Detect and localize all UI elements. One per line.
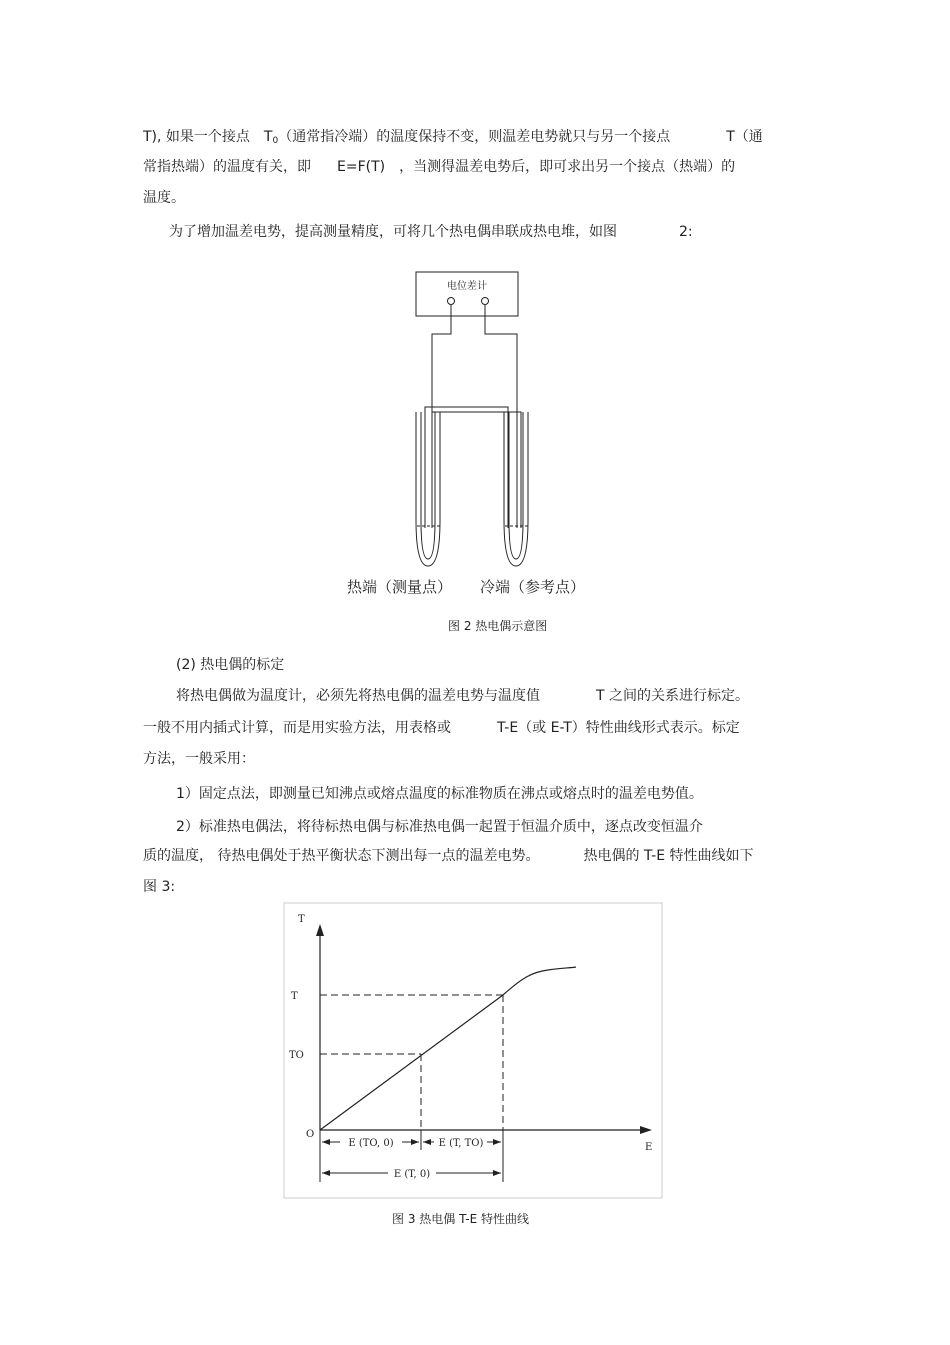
y-axis-label: T: [298, 914, 305, 925]
para1-l1d: T（通: [726, 129, 763, 145]
method-fixed-point: 1）固定点法，即测量已知沸点或熔点温度的标准物质在沸点或熔点时的温差电势值。: [176, 786, 703, 802]
method-standard-line1: 2）标准热电偶法，将待标热电偶与标准热电偶一起置于恒温介质中，逐点改变恒温介: [176, 819, 703, 835]
para1-t0: $T_0$: [263, 129, 279, 146]
figure3-caption: 图 3 热电偶 T-E 特性曲线: [392, 1212, 530, 1226]
para3-line3: 方法，一般采用：: [143, 751, 255, 767]
x-axis-label: E: [645, 1142, 653, 1153]
method-m2c: 热电偶的 T-E 特性曲线如下: [583, 848, 754, 864]
span-E-T0: [322, 1138, 419, 1149]
para3-l1b: T 之间的关系进行标定。: [596, 688, 750, 704]
span-E-T-0: [322, 1169, 501, 1180]
chart-frame: [284, 903, 662, 1198]
span-E-T-T0: [423, 1138, 501, 1149]
span-E-T-0-label: E (T, 0): [393, 1169, 431, 1180]
y-axis-arrow: [316, 924, 324, 936]
para2-text: 为了增加温差电势，提高测量精度，可将几个热电偶串联成热电堆，如图: [169, 224, 617, 240]
para1-l1a: T), 如果一个接点: [143, 129, 250, 145]
te-curve: [320, 967, 576, 1130]
para1-l1c: （通常指冷端）的温度保持不变，则温差电势就只与另一个接点: [278, 129, 671, 145]
para2-ref: 2:: [679, 224, 693, 240]
span-E-T-T0-label: E (T, TO): [438, 1138, 484, 1149]
para1-l2c: ，当测得温差电势后，即可求出另一个接点（热端）的: [399, 159, 736, 175]
potentiometer-label: 电位差计: [447, 281, 487, 292]
x-axis-arrow: [640, 1126, 652, 1134]
para1-line3: 温度。: [143, 190, 185, 206]
figure2-caption: 图 2 热电偶示意图: [448, 619, 548, 633]
origin-label: O: [306, 1129, 315, 1140]
tick-T0-label: TO: [289, 1050, 304, 1061]
cold-end-label: 冷端（参考点）: [480, 578, 586, 596]
section-heading: (2) 热电偶的标定: [176, 657, 285, 673]
para3-l2a: 一般不用内插式计算，而是用实验方法，用表格或: [143, 720, 451, 736]
tick-T-label: T: [291, 991, 298, 1002]
para3-l2b: T-E（或 E-T）特性曲线形式表示。标定: [497, 720, 740, 736]
hot-end-label: 热端（测量点）: [347, 578, 453, 596]
span-E-T0-label: E (TO, 0): [348, 1138, 394, 1149]
para1-l2a: 常指热端）的温度有关，即: [143, 159, 311, 175]
method-standard-line3: 图 3:: [143, 879, 176, 895]
para3-l1a: 将热电偶做为温度计，必须先将热电偶的温差电势与温度值: [176, 688, 540, 704]
para1-formula: E=F(T): [337, 159, 386, 175]
method-m2b: 质的温度， 待热电偶处于热平衡状态下测出每一点的温差电势。: [143, 848, 540, 864]
